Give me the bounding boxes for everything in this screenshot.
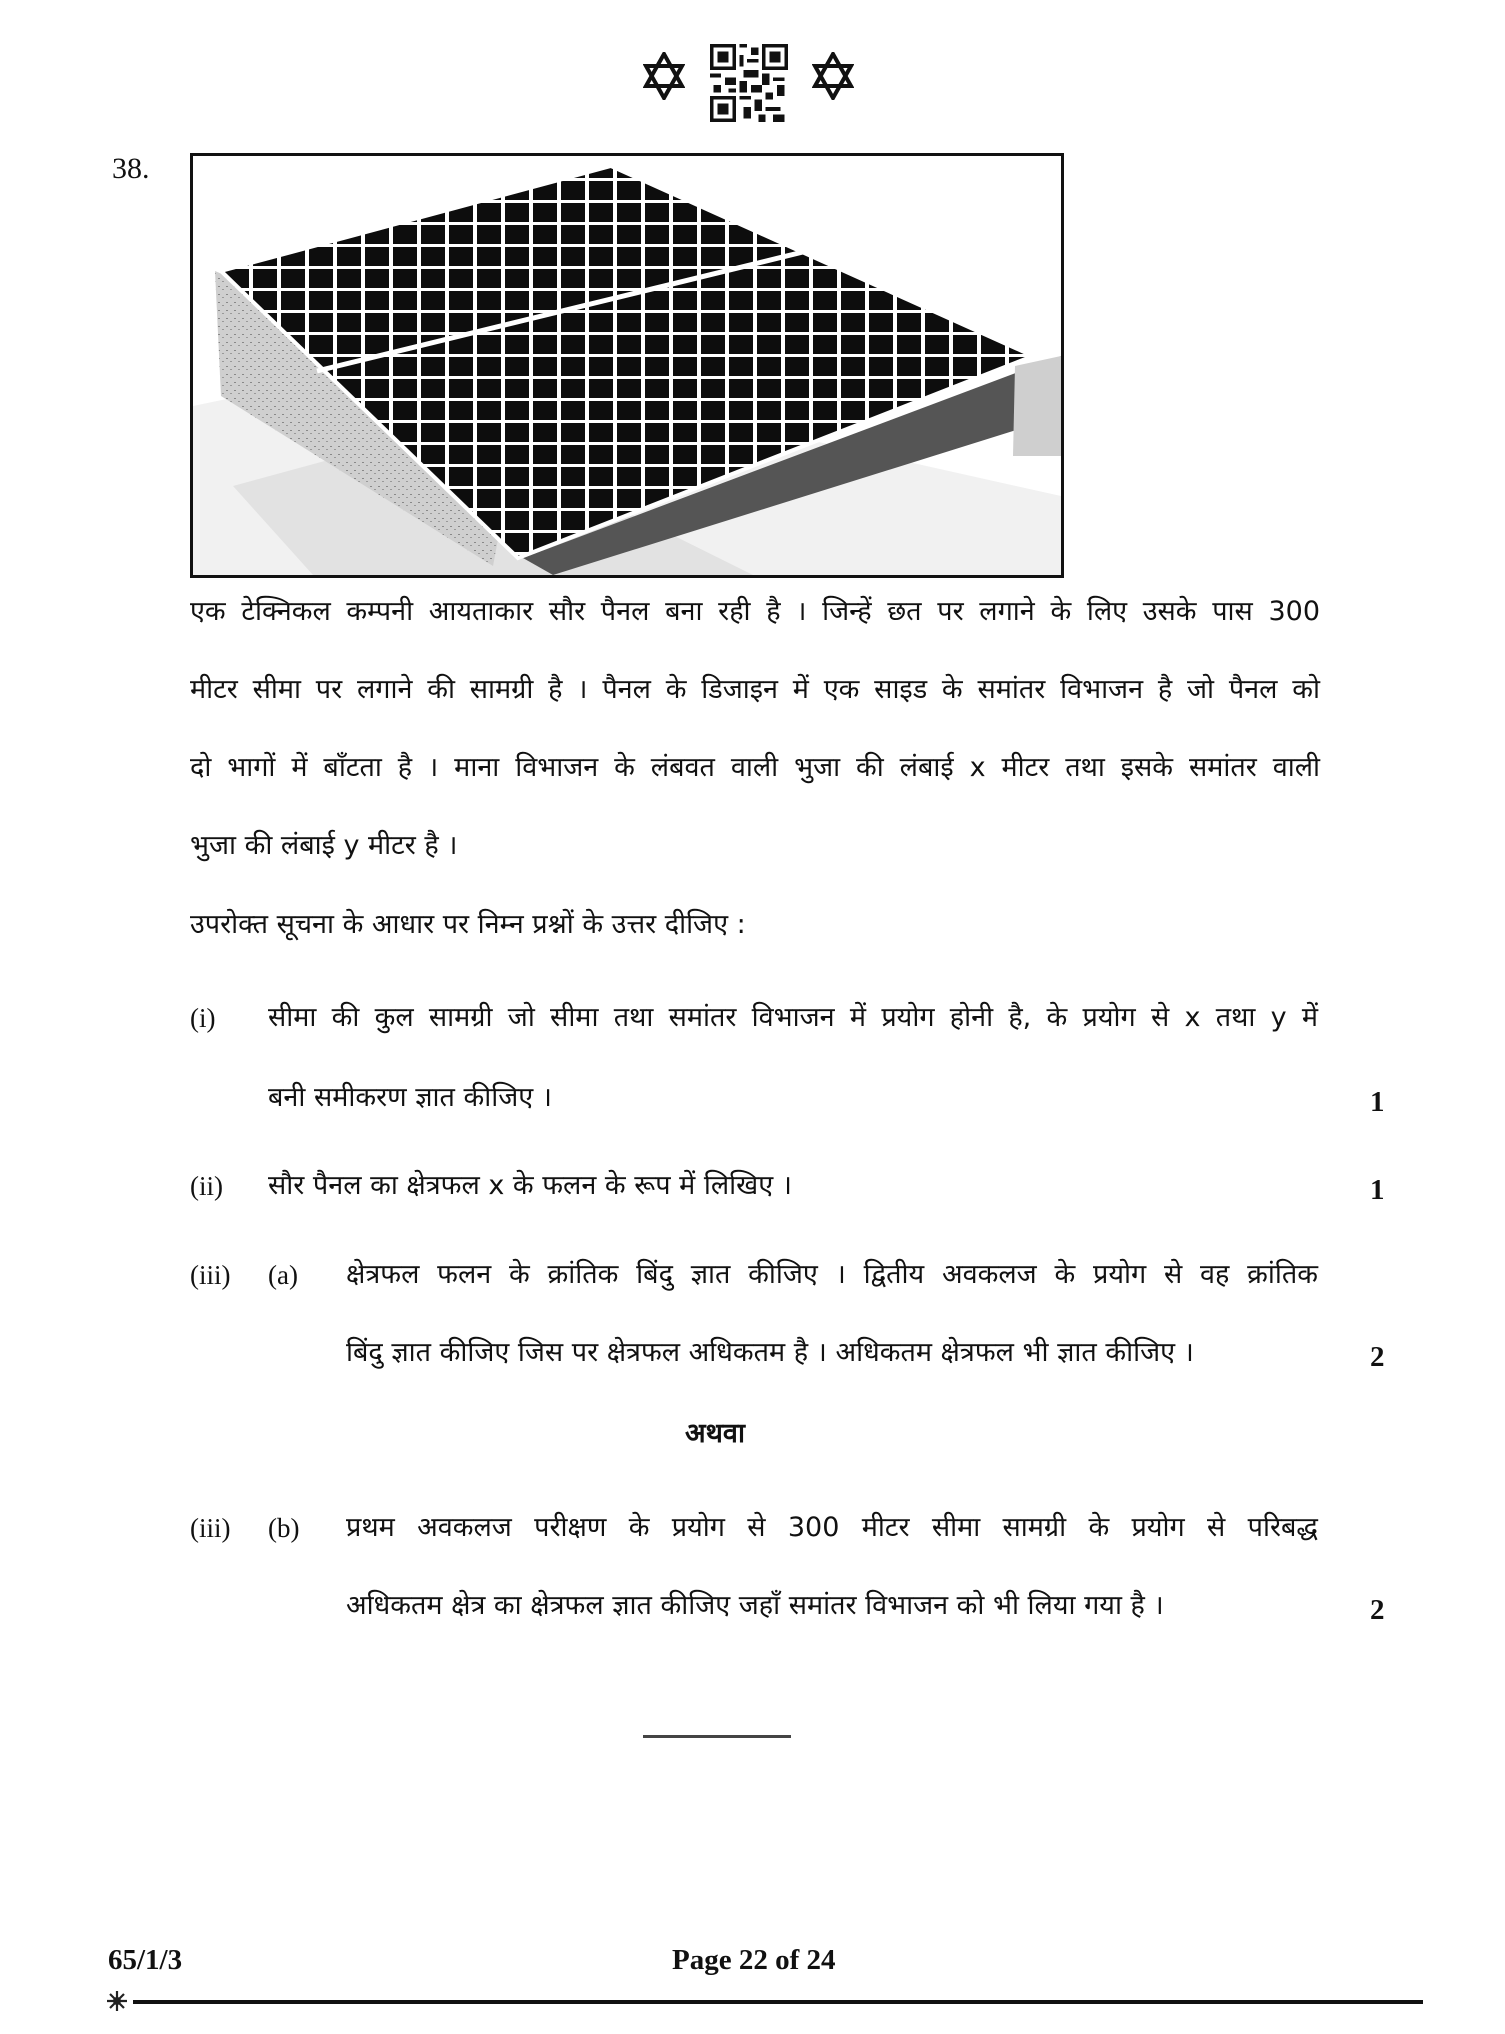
solar-panel-illustration bbox=[193, 156, 1061, 575]
instruction: उपरोक्त सूचना के आधार पर निम्न प्रश्नों के उत्तर दीजिए : bbox=[190, 909, 746, 940]
part-iii-b-line-2: अधिकतम क्षेत्र का क्षेत्रफल ज्ञात कीजिए जहाँ समांतर विभाजन को भी लिया गया है । bbox=[346, 1590, 1164, 1621]
star-of-david-icon bbox=[812, 52, 854, 100]
header-icons bbox=[640, 40, 856, 126]
paragraph-line-4: भुजा की लंबाई y मीटर है । bbox=[190, 830, 458, 861]
paper-code: 65/1/3 bbox=[108, 1944, 183, 1976]
end-of-question-rule bbox=[643, 1735, 791, 1738]
part-iii-b-label: (iii) bbox=[190, 1513, 231, 1543]
part-iii-a-line-2: बिंदु ज्ञात कीजिए जिस पर क्षेत्रफल अधिकतम है । अधिकतम क्षेत्रफल भी ज्ञात कीजिए । bbox=[346, 1337, 1194, 1368]
part-iii-a-line-1: क्षेत्रफल फलन के क्रांतिक बिंदु ज्ञात कीजिए । द्वितीय अवकलज के प्रयोग से वह क्रांतिक bbox=[346, 1259, 1318, 1290]
part-i-line-2: बनी समीकरण ज्ञात कीजिए । bbox=[268, 1082, 553, 1113]
part-iii-a-marks: 2 bbox=[1370, 1341, 1385, 1373]
part-ii-label: (ii) bbox=[190, 1171, 223, 1201]
part-i-line-1: सीमा की कुल सामग्री जो सीमा तथा समांतर विभाजन में प्रयोग होनी है, के प्रयोग से x तथा y में bbox=[268, 1002, 1318, 1033]
part-ii-line-1: सौर पैनल का क्षेत्रफल x के फलन के रूप में लिखिए । bbox=[268, 1170, 792, 1201]
part-iii-a-sublabel: (a) bbox=[268, 1260, 298, 1290]
part-iii-b-sublabel: (b) bbox=[268, 1513, 300, 1543]
part-iii-b-marks: 2 bbox=[1370, 1594, 1385, 1626]
part-ii-marks: 1 bbox=[1370, 1174, 1385, 1206]
or-heading: अथवा bbox=[685, 1418, 745, 1449]
part-i-marks: 1 bbox=[1370, 1086, 1385, 1118]
part-iii-b-line-1: प्रथम अवकलज परीक्षण के प्रयोग से 300 मीटर सीमा सामग्री के प्रयोग से परिबद्ध bbox=[346, 1512, 1318, 1543]
paragraph-line-2: मीटर सीमा पर लगाने की सामग्री है । पैनल के डिजाइन में एक साइड के समांतर विभाजन है जो पैनल को bbox=[190, 674, 1320, 705]
solar-panel-image bbox=[190, 153, 1064, 578]
question-number: 38. bbox=[112, 152, 150, 185]
part-iii-a-label: (iii) bbox=[190, 1260, 231, 1290]
part-i-label: (i) bbox=[190, 1003, 216, 1033]
paragraph-line-3: दो भागों में बाँटता है । माना विभाजन के लंबवत वाली भुजा की लंबाई x मीटर तथा इसके समांतर वाली bbox=[190, 752, 1320, 783]
qr-code-icon bbox=[710, 42, 788, 124]
starburst-icon bbox=[106, 1990, 128, 2012]
star-of-david-icon bbox=[643, 52, 685, 100]
footer-rule bbox=[133, 2000, 1423, 2004]
paragraph-line-1: एक टेक्निकल कम्पनी आयताकार सौर पैनल बना रही है । जिन्हें छत पर लगाने के लिए उसके पास 300 bbox=[190, 596, 1320, 627]
page-number: Page 22 of 24 bbox=[672, 1944, 836, 1976]
